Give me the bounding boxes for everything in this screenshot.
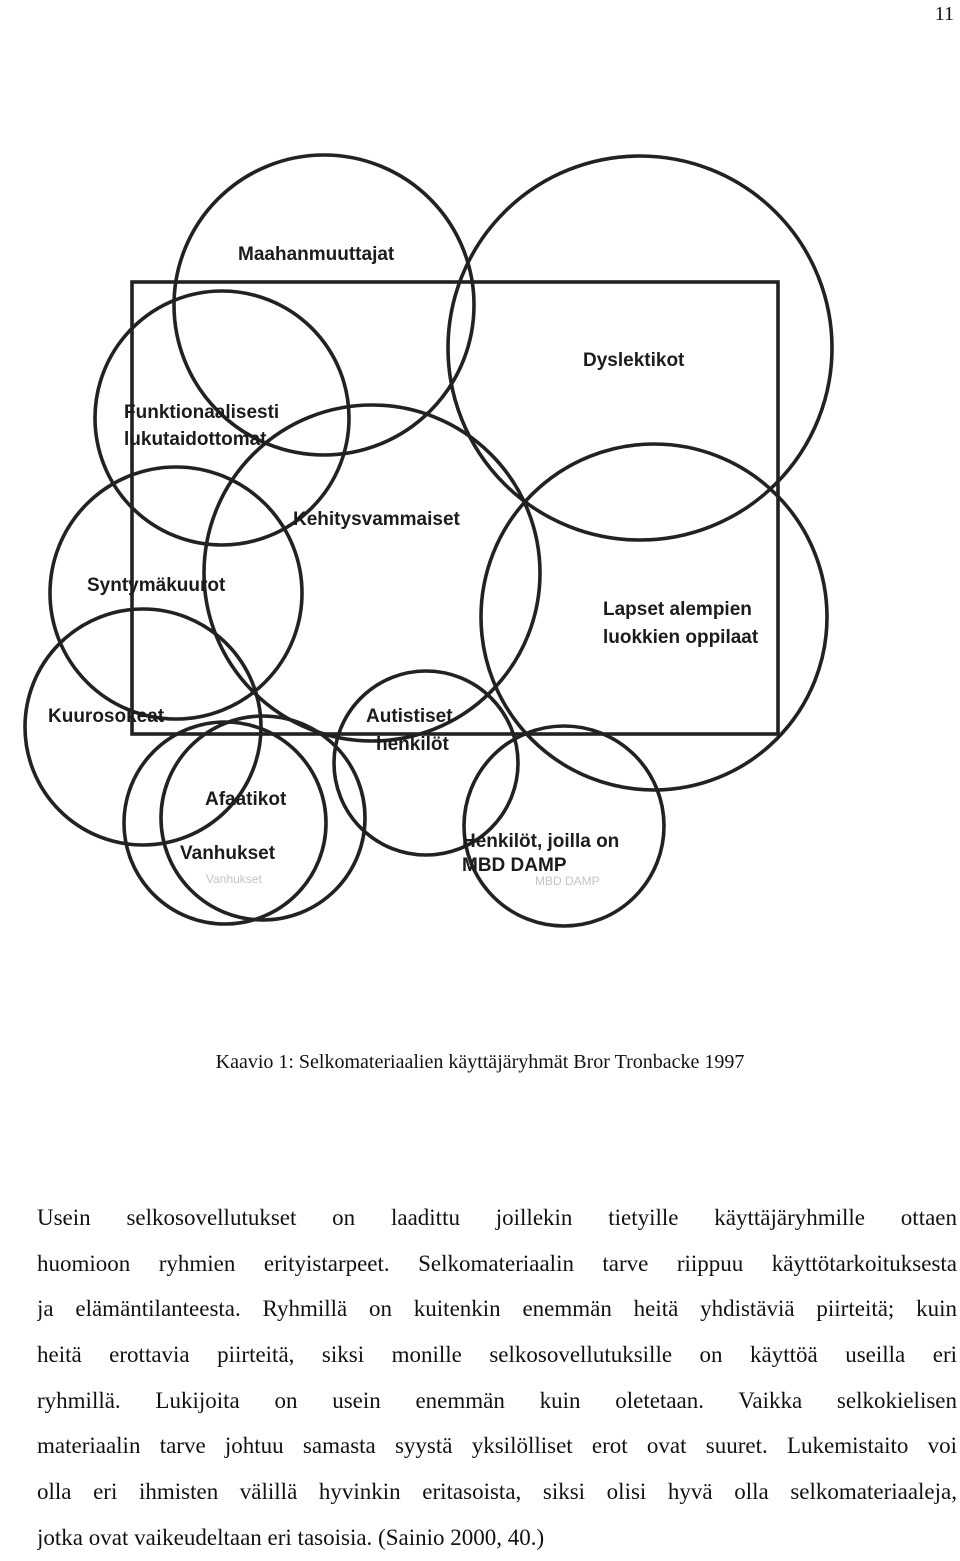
circle-vanhukset <box>124 722 326 924</box>
label-autistiset-line2: henkilöt <box>376 734 449 755</box>
label-henkilot-line2: MBD DAMP <box>462 855 567 876</box>
label-dyslektikot: Dyslektikot <box>583 350 685 371</box>
label-lapset-line2: luokkien oppilaat <box>603 627 759 648</box>
paragraph-line: materiaalin tarve johtuu samasta syystä yksilölliset erot ovat suuret. Lukemistaito voi <box>37 1433 957 1459</box>
circle-afaatikot <box>161 716 365 920</box>
circle-dyslektikot <box>448 156 832 540</box>
label-syntymakuurot: Syntymäkuurot <box>87 575 226 596</box>
figure-caption: Kaavio 1: Selkomateriaalien käyttäjäryhmät Bror Tronbacke 1997 <box>215 1051 745 1073</box>
label-maahanmuuttajat: Maahanmuuttajat <box>238 244 395 265</box>
paragraph-line: Usein selkosovellutukset on laadittu joillekin tietyille käyttäjäryhmille ottaen <box>37 1205 957 1230</box>
label-funktionaalisesti-line1: Funktionaalisesti <box>124 402 280 423</box>
label-afaatikot: Afaatikot <box>205 789 287 810</box>
paragraph-line: huomioon ryhmien erityistarpeet. Selkomateriaalin tarve riippuu käyttötarkoituksesta <box>37 1250 957 1276</box>
paragraph-line: heitä erottavia piirteitä, siksi monille selkosovellutuksille on käyttöä useilla eri <box>37 1342 957 1368</box>
label-kuurosokeat: Kuurosokeat <box>48 706 165 727</box>
paragraph-line: ja elämäntilanteesta. Ryhmillä on kuitenkin enemmän heitä yhdistäviä piirteitä; kuin <box>37 1296 957 1322</box>
label-lapset-line1: Lapset alempien <box>603 599 752 620</box>
body-paragraph <box>37 1195 957 1561</box>
label-funktionaalisesti-line2: lukutaidottomat <box>124 429 267 450</box>
ghost-text-vanhukset: Vanhukset <box>206 872 262 886</box>
label-vanhukset: Vanhukset <box>180 843 276 864</box>
label-kehitysvammaiset: Kehitysvammaiset <box>293 509 460 530</box>
label-henkilot-line1: Henkilöt, joilla on <box>462 831 620 852</box>
paragraph-line: ryhmillä. Lukijoita on usein enemmän kuin oletetaan. Vaikka selkokielisen <box>37 1387 957 1413</box>
page-number: 11 <box>934 3 954 25</box>
ghost-text-mbd-damp: MBD DAMP <box>535 874 600 888</box>
label-autistiset-line1: Autistiset <box>366 706 453 727</box>
circle-autistiset-henkilot <box>334 671 518 855</box>
paragraph-line: olla eri ihmisten välillä hyvinkin eritasoista, siksi olisi hyvä olla selkomateriaaleja, <box>37 1479 957 1505</box>
paragraph-line: jotka ovat vaikeudeltaan eri tasoisia. (Sainio 2000, 40.) <box>37 1524 545 1550</box>
